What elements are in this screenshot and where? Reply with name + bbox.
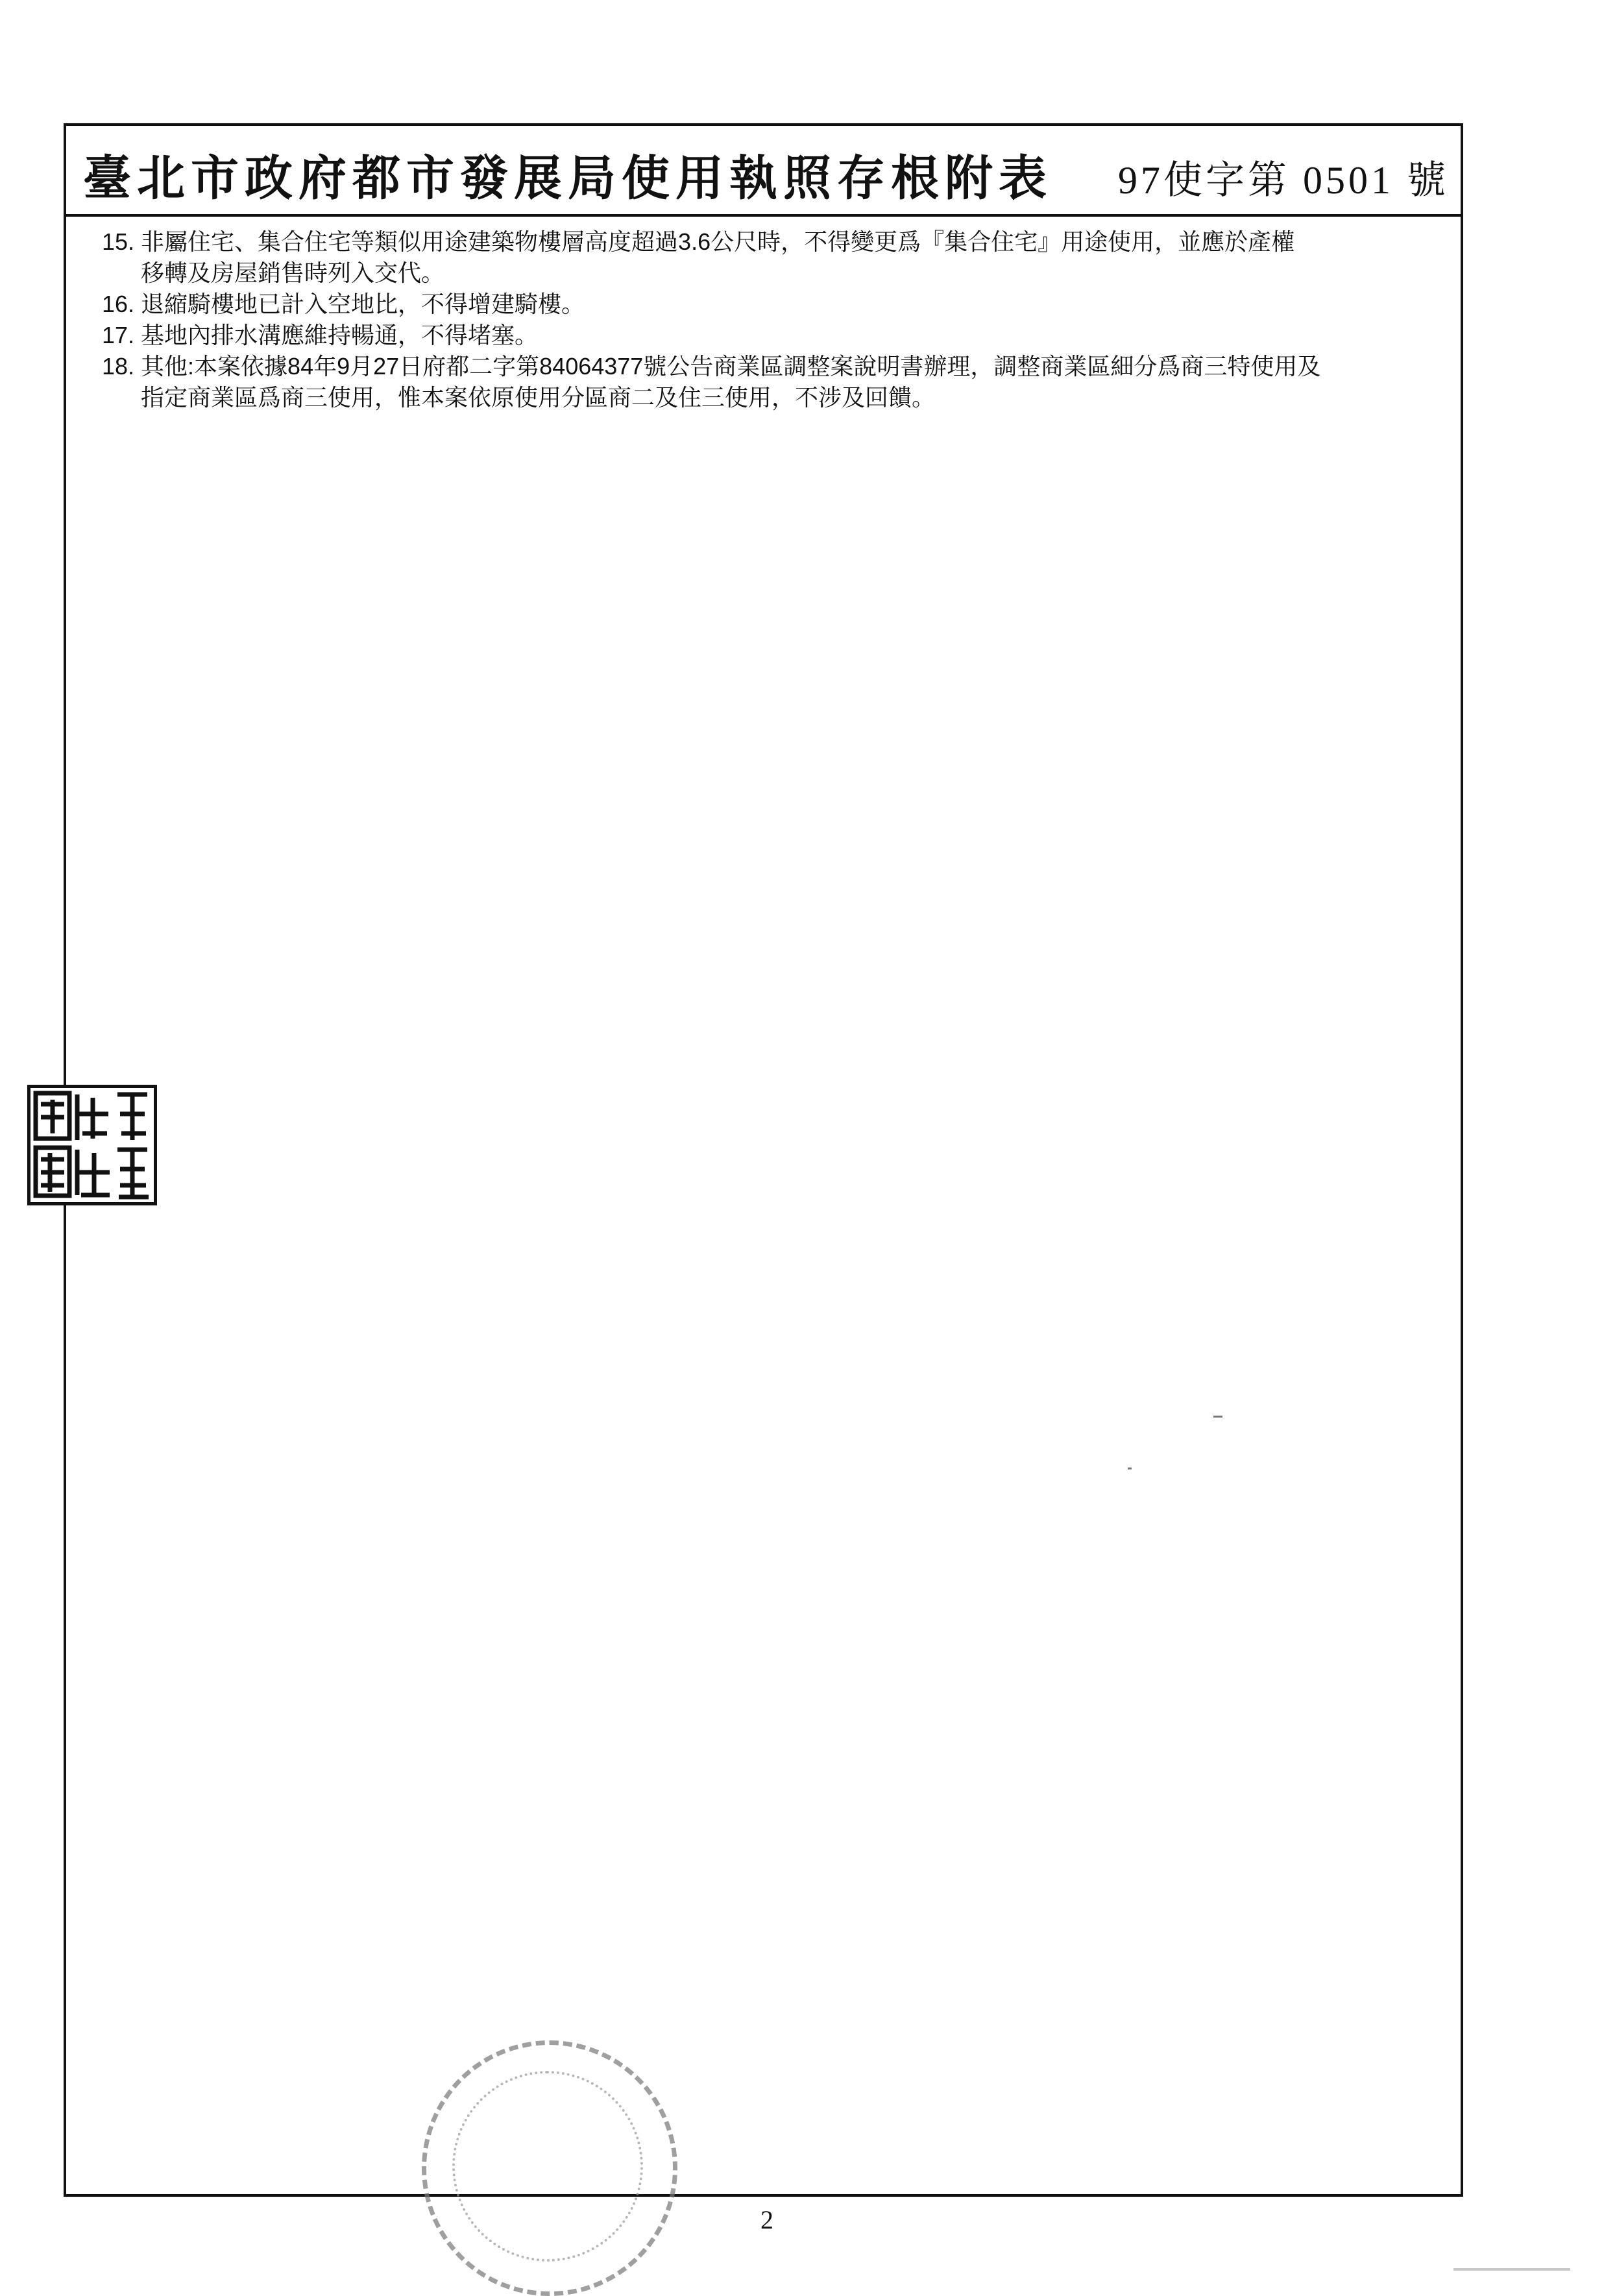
page-number: 2 bbox=[760, 2205, 773, 2234]
note-item-15 bbox=[102, 226, 1452, 289]
note-item-18 bbox=[102, 351, 1452, 413]
scan-speck bbox=[1213, 1416, 1222, 1418]
notes-list bbox=[102, 226, 1452, 413]
document-frame bbox=[64, 123, 1463, 2197]
note-item-17 bbox=[102, 320, 1452, 351]
header-bar bbox=[66, 126, 1461, 217]
note-line: 15. 非屬住宅、集合住宅等類似用途建築物樓層高度超過3.6公尺時，不得變更爲『集合住宅』用途使用，並應於產權 bbox=[102, 228, 1295, 255]
note-line: 17. 基地內排水溝應維持暢通，不得堵塞。 bbox=[102, 322, 539, 348]
note-line: 18. 其他:本案依據84年9月27日府都二字第84064377號公告商業區調整案說明書辦理，調整商業區細分爲商三特使用及 bbox=[102, 353, 1321, 380]
round-stamp-inner-ring bbox=[452, 2071, 643, 2262]
note-line: 指定商業區爲商三使用，惟本案依原使用分區商二及住三使用，不涉及回饋。 bbox=[141, 384, 936, 411]
seal-stamp-graphic bbox=[30, 1088, 154, 1202]
document-title: 臺北市政府都市發展局使用執照存根附表 bbox=[83, 151, 1052, 206]
note-item-16 bbox=[102, 289, 1452, 320]
note-line: 移轉及房屋銷售時列入交代。 bbox=[141, 260, 445, 286]
scan-speck bbox=[1128, 1468, 1132, 1469]
permit-number: 97使字第 0501 號 bbox=[1118, 159, 1449, 202]
seal-stamp bbox=[27, 1085, 157, 1205]
round-date-stamp bbox=[422, 2040, 677, 2296]
scan-speck bbox=[1453, 2268, 1570, 2271]
note-line: 16. 退縮騎樓地已計入空地比，不得增建騎樓。 bbox=[102, 291, 585, 317]
